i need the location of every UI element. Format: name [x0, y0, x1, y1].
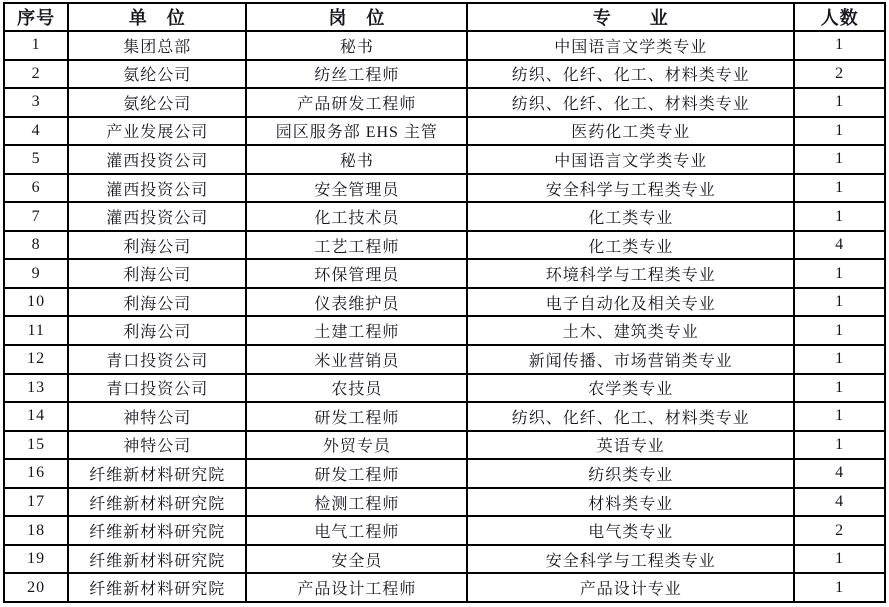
table-row	[4, 516, 885, 545]
cell-position: 仪表维护员	[246, 288, 467, 317]
cell-seq: 8	[4, 231, 68, 260]
cell-position: 电气工程师	[246, 516, 467, 545]
cell-major: 电气类专业	[467, 516, 794, 545]
cell-count: 1	[794, 573, 885, 602]
cell-unit: 灌西投资公司	[68, 174, 246, 203]
header-unit: 单 位	[68, 3, 246, 31]
cell-major: 农学类专业	[467, 374, 794, 403]
header-seq: 序号	[4, 3, 68, 31]
cell-unit: 纤维新材料研究院	[68, 488, 246, 517]
cell-major: 新闻传播、市场营销类专业	[467, 345, 794, 374]
cell-major: 医药化工类专业	[467, 117, 794, 146]
table-row	[4, 573, 885, 602]
cell-position: 环保管理员	[246, 259, 467, 288]
cell-unit: 利海公司	[68, 231, 246, 260]
cell-unit: 氨纶公司	[68, 60, 246, 89]
table-row	[4, 402, 885, 431]
table-row	[4, 60, 885, 89]
cell-major: 电子自动化及相关专业	[467, 288, 794, 317]
cell-unit: 纤维新材料研究院	[68, 516, 246, 545]
cell-seq: 13	[4, 374, 68, 403]
cell-unit: 神特公司	[68, 402, 246, 431]
cell-count: 1	[794, 202, 885, 231]
cell-major: 纺织、化纤、化工、材料类专业	[467, 88, 794, 117]
table-header	[4, 3, 885, 31]
cell-seq: 6	[4, 174, 68, 203]
cell-major: 纺织类专业	[467, 459, 794, 488]
cell-unit: 灌西投资公司	[68, 202, 246, 231]
cell-count: 1	[794, 431, 885, 460]
cell-position: 产品研发工程师	[246, 88, 467, 117]
cell-unit: 利海公司	[68, 288, 246, 317]
cell-major: 纺织、化纤、化工、材料类专业	[467, 60, 794, 89]
cell-major: 土木、建筑类专业	[467, 316, 794, 345]
cell-count: 2	[794, 60, 885, 89]
cell-major: 安全科学与工程类专业	[467, 174, 794, 203]
table-row	[4, 88, 885, 117]
cell-count: 1	[794, 545, 885, 574]
cell-major: 产品设计专业	[467, 573, 794, 602]
cell-unit: 产业发展公司	[68, 117, 246, 146]
cell-position: 研发工程师	[246, 459, 467, 488]
cell-position: 米业营销员	[246, 345, 467, 374]
cell-position: 纺丝工程师	[246, 60, 467, 89]
cell-unit: 氨纶公司	[68, 88, 246, 117]
cell-count: 1	[794, 88, 885, 117]
cell-seq: 17	[4, 488, 68, 517]
cell-seq: 20	[4, 573, 68, 602]
table-row	[4, 31, 885, 60]
cell-seq: 14	[4, 402, 68, 431]
cell-count: 1	[794, 316, 885, 345]
table-row	[4, 316, 885, 345]
cell-seq: 15	[4, 431, 68, 460]
cell-major: 纺织、化纤、化工、材料类专业	[467, 402, 794, 431]
table-row	[4, 488, 885, 517]
cell-unit: 利海公司	[68, 259, 246, 288]
table-row	[4, 374, 885, 403]
cell-seq: 3	[4, 88, 68, 117]
cell-unit: 神特公司	[68, 431, 246, 460]
cell-position: 农技员	[246, 374, 467, 403]
cell-position: 秘书	[246, 145, 467, 174]
table-row	[4, 174, 885, 203]
table-row	[4, 545, 885, 574]
table-row	[4, 202, 885, 231]
cell-unit: 纤维新材料研究院	[68, 573, 246, 602]
cell-seq: 19	[4, 545, 68, 574]
cell-seq: 4	[4, 117, 68, 146]
cell-seq: 18	[4, 516, 68, 545]
cell-count: 4	[794, 459, 885, 488]
cell-position: 秘书	[246, 31, 467, 60]
cell-seq: 11	[4, 316, 68, 345]
table-row	[4, 117, 885, 146]
table-row	[4, 145, 885, 174]
table-row	[4, 288, 885, 317]
header-major: 专 业	[467, 3, 794, 31]
cell-count: 1	[794, 31, 885, 60]
cell-position: 安全员	[246, 545, 467, 574]
cell-position: 园区服务部 EHS 主管	[246, 117, 467, 146]
cell-count: 1	[794, 174, 885, 203]
cell-seq: 12	[4, 345, 68, 374]
cell-count: 4	[794, 488, 885, 517]
header-count: 人数	[794, 3, 885, 31]
header-row	[4, 3, 885, 31]
cell-position: 产品设计工程师	[246, 573, 467, 602]
table-row	[4, 431, 885, 460]
cell-seq: 1	[4, 31, 68, 60]
cell-major: 环境科学与工程类专业	[467, 259, 794, 288]
cell-unit: 集团总部	[68, 31, 246, 60]
cell-major: 化工类专业	[467, 202, 794, 231]
cell-unit: 青口投资公司	[68, 374, 246, 403]
cell-major: 中国语言文学类专业	[467, 145, 794, 174]
table-body	[4, 31, 885, 602]
cell-count: 1	[794, 288, 885, 317]
cell-unit: 青口投资公司	[68, 345, 246, 374]
cell-position: 化工技术员	[246, 202, 467, 231]
cell-position: 安全管理员	[246, 174, 467, 203]
cell-count: 2	[794, 516, 885, 545]
table-row	[4, 459, 885, 488]
cell-unit: 利海公司	[68, 316, 246, 345]
recruitment-table	[3, 2, 886, 603]
cell-unit: 纤维新材料研究院	[68, 545, 246, 574]
table-row	[4, 231, 885, 260]
table-row	[4, 345, 885, 374]
cell-position: 检测工程师	[246, 488, 467, 517]
cell-major: 英语专业	[467, 431, 794, 460]
cell-seq: 10	[4, 288, 68, 317]
cell-seq: 7	[4, 202, 68, 231]
cell-seq: 2	[4, 60, 68, 89]
cell-seq: 16	[4, 459, 68, 488]
table-row	[4, 259, 885, 288]
cell-count: 1	[794, 402, 885, 431]
cell-count: 1	[794, 145, 885, 174]
cell-unit: 纤维新材料研究院	[68, 459, 246, 488]
cell-seq: 9	[4, 259, 68, 288]
cell-count: 1	[794, 117, 885, 146]
cell-major: 中国语言文学类专业	[467, 31, 794, 60]
cell-position: 土建工程师	[246, 316, 467, 345]
header-position: 岗 位	[246, 3, 467, 31]
cell-position: 外贸专员	[246, 431, 467, 460]
cell-count: 4	[794, 231, 885, 260]
cell-major: 化工类专业	[467, 231, 794, 260]
cell-major: 安全科学与工程类专业	[467, 545, 794, 574]
cell-unit: 灌西投资公司	[68, 145, 246, 174]
cell-position: 工艺工程师	[246, 231, 467, 260]
cell-seq: 5	[4, 145, 68, 174]
cell-count: 1	[794, 374, 885, 403]
cell-count: 1	[794, 345, 885, 374]
cell-count: 1	[794, 259, 885, 288]
cell-position: 研发工程师	[246, 402, 467, 431]
cell-major: 材料类专业	[467, 488, 794, 517]
